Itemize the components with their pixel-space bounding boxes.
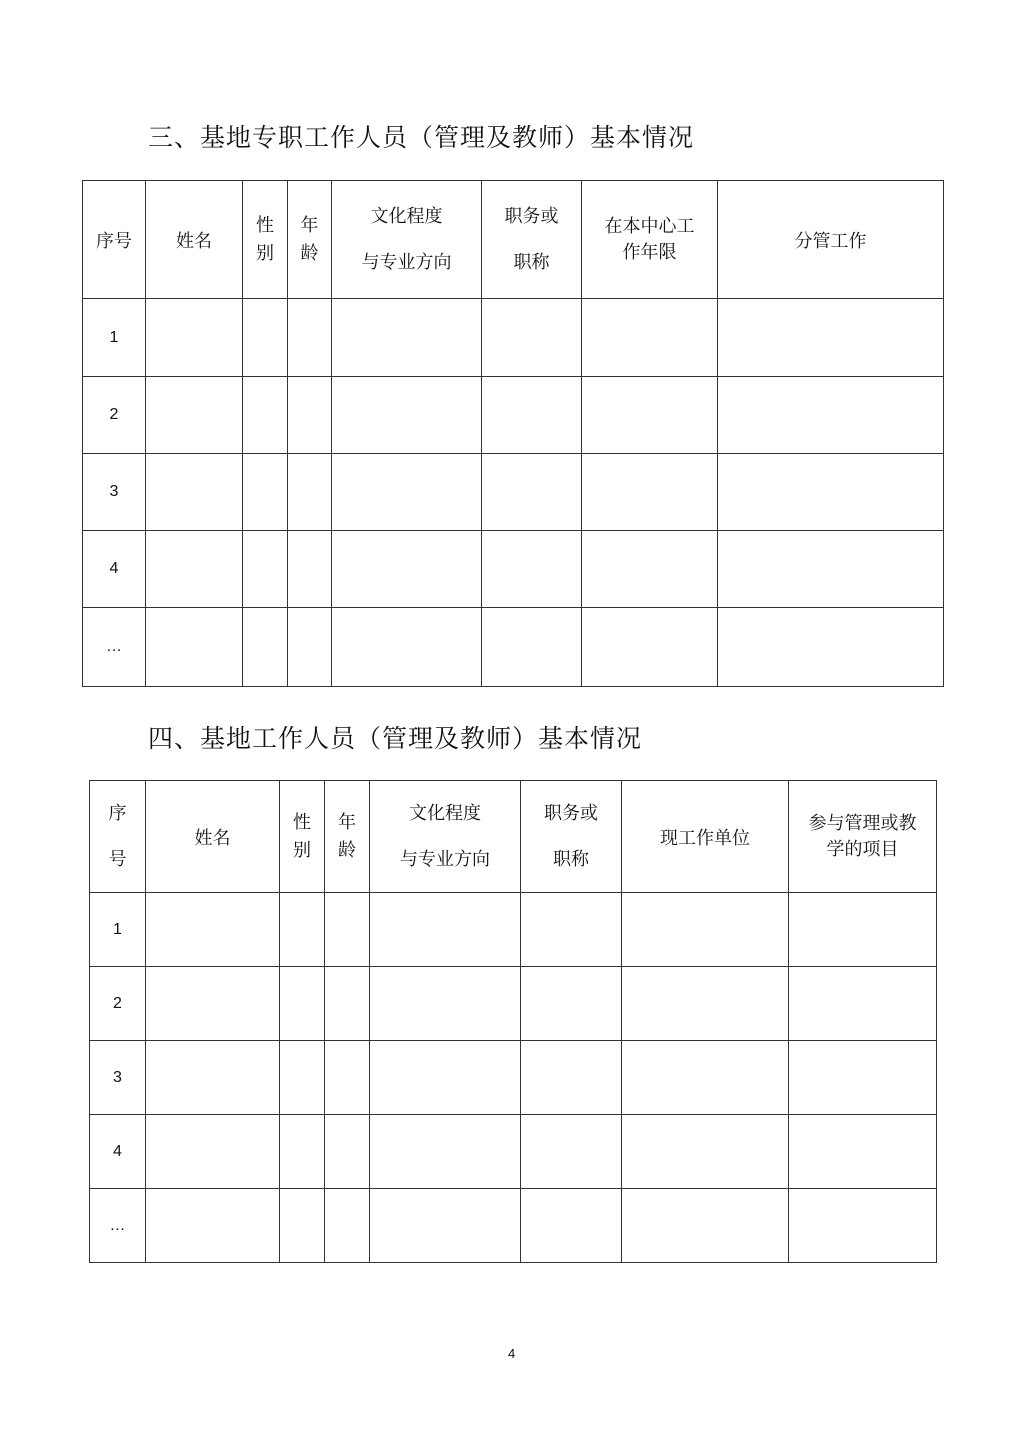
table-cell[interactable] [370, 967, 521, 1041]
page-number: 4 [508, 1346, 516, 1361]
header-line: 号 [108, 848, 127, 870]
table-row [83, 454, 944, 531]
row-number: 4 [83, 531, 146, 608]
table-cell[interactable] [288, 377, 332, 454]
header-line: 与专业方向 [400, 848, 490, 870]
table-cell[interactable] [789, 1189, 937, 1263]
section-3-title: 三、基地专职工作人员（管理及教师）基本情况 [148, 123, 695, 152]
table-cell[interactable] [288, 531, 332, 608]
table-cell[interactable] [243, 454, 288, 531]
column-header [243, 181, 288, 299]
row-number: 2 [83, 377, 146, 454]
table-cell[interactable] [482, 299, 582, 377]
header-line: 参与管理或教 [808, 812, 917, 834]
row-number: 4 [90, 1115, 146, 1189]
table-cell[interactable] [521, 967, 622, 1041]
table-row [83, 377, 944, 454]
table-cell[interactable] [146, 967, 280, 1041]
table-cell[interactable] [243, 377, 288, 454]
header-line: 序 [108, 802, 127, 824]
header-line: 职称 [553, 848, 589, 870]
header-row [83, 181, 944, 299]
row-number: 1 [90, 893, 146, 967]
column-header [718, 181, 944, 299]
table-cell[interactable] [146, 454, 243, 531]
table-cell[interactable] [332, 454, 482, 531]
table-row [83, 299, 944, 377]
table-cell[interactable] [370, 1041, 521, 1115]
table-cell[interactable] [146, 893, 280, 967]
table-cell[interactable] [521, 1041, 622, 1115]
table-cell[interactable] [325, 893, 370, 967]
table-cell[interactable] [789, 893, 937, 967]
table-cell[interactable] [370, 893, 521, 967]
header-line: 别 [256, 242, 274, 264]
table-row [83, 531, 944, 608]
table-cell[interactable] [146, 608, 243, 687]
header-line: 职务或 [504, 205, 559, 227]
table-cell[interactable] [718, 531, 944, 608]
header-line: 序号 [96, 230, 132, 252]
column-header [288, 181, 332, 299]
header-line: 姓名 [194, 827, 231, 849]
table-cell[interactable] [325, 967, 370, 1041]
table-cell[interactable] [325, 1041, 370, 1115]
table-cell[interactable] [521, 1115, 622, 1189]
staff-table [89, 780, 937, 1263]
header-line: 职务或 [544, 802, 598, 824]
table-cell[interactable] [332, 608, 482, 687]
header-row [90, 781, 937, 893]
header-line: 学的项目 [826, 838, 899, 860]
table-cell[interactable] [482, 608, 582, 687]
table-row [90, 1041, 937, 1115]
header-line: 年 [300, 214, 319, 236]
header-line: 文化程度 [409, 802, 481, 824]
row-number: 3 [83, 454, 146, 531]
table-cell[interactable] [622, 1189, 789, 1263]
table-cell[interactable] [582, 299, 718, 377]
table-cell[interactable] [280, 1115, 325, 1189]
column-header [90, 781, 146, 893]
column-header [521, 781, 622, 893]
row-number: … [83, 608, 146, 687]
table-cell[interactable] [280, 1189, 325, 1263]
table-cell[interactable] [582, 377, 718, 454]
table-cell[interactable] [280, 967, 325, 1041]
staff-table-full-time [82, 180, 944, 687]
table-cell[interactable] [482, 377, 582, 454]
table-row [83, 608, 944, 687]
table-cell[interactable] [622, 967, 789, 1041]
table-cell[interactable] [582, 608, 718, 687]
table-cell[interactable] [332, 531, 482, 608]
table-cell[interactable] [288, 299, 332, 377]
column-header [582, 181, 718, 299]
table-cell[interactable] [146, 531, 243, 608]
header-line: 文化程度 [370, 205, 443, 227]
column-header [370, 781, 521, 893]
table-cell[interactable] [521, 893, 622, 967]
row-number: … [90, 1189, 146, 1263]
table-cell[interactable] [146, 377, 243, 454]
header-line: 在本中心工 [604, 215, 695, 237]
row-number: 3 [90, 1041, 146, 1115]
table-cell[interactable] [482, 531, 582, 608]
table-cell[interactable] [370, 1115, 521, 1189]
table-cell[interactable] [146, 1189, 280, 1263]
table-cell[interactable] [243, 608, 288, 687]
header-line: 职称 [513, 251, 550, 273]
column-header [280, 781, 325, 893]
header-line: 与专业方向 [361, 251, 452, 273]
column-header [789, 781, 937, 893]
table-cell[interactable] [325, 1189, 370, 1263]
header-line: 别 [293, 839, 311, 861]
table-cell[interactable] [146, 1041, 280, 1115]
row-number: 2 [90, 967, 146, 1041]
table-cell[interactable] [789, 1115, 937, 1189]
table-cell[interactable] [332, 299, 482, 377]
table-cell[interactable] [622, 893, 789, 967]
table-cell[interactable] [482, 454, 582, 531]
table-cell[interactable] [280, 1041, 325, 1115]
column-header [146, 181, 243, 299]
table-cell[interactable] [718, 377, 944, 454]
table-cell[interactable] [146, 299, 243, 377]
table-cell[interactable] [243, 531, 288, 608]
table-row [90, 1115, 937, 1189]
header-line: 作年限 [622, 241, 677, 263]
table-cell[interactable] [718, 454, 944, 531]
header-line: 分管工作 [794, 230, 867, 252]
column-header [332, 181, 482, 299]
column-header [146, 781, 280, 893]
table-cell[interactable] [325, 1115, 370, 1189]
table-cell[interactable] [718, 299, 944, 377]
table-cell[interactable] [622, 1041, 789, 1115]
section-4-title: 四、基地工作人员（管理及教师）基本情况 [148, 724, 643, 753]
table-cell[interactable] [582, 454, 718, 531]
table-cell[interactable] [288, 454, 332, 531]
header-line: 龄 [300, 242, 319, 264]
table-cell[interactable] [789, 967, 937, 1041]
table-cell[interactable] [370, 1189, 521, 1263]
column-header [325, 781, 370, 893]
table-cell[interactable] [718, 608, 944, 687]
table-row [90, 1189, 937, 1263]
table-cell[interactable] [243, 299, 288, 377]
table-cell[interactable] [582, 531, 718, 608]
header-line: 姓名 [176, 230, 212, 252]
column-header [622, 781, 789, 893]
table-cell[interactable] [521, 1189, 622, 1263]
column-header [83, 181, 146, 299]
table-cell[interactable] [789, 1041, 937, 1115]
header-line: 龄 [338, 839, 356, 861]
table-cell[interactable] [332, 377, 482, 454]
table-cell[interactable] [280, 893, 325, 967]
table-cell[interactable] [146, 1115, 280, 1189]
table-cell[interactable] [288, 608, 332, 687]
header-line: 性 [293, 811, 311, 833]
header-line: 年 [338, 811, 356, 833]
table-row [90, 967, 937, 1041]
header-line: 现工作单位 [660, 827, 750, 849]
table-row [90, 893, 937, 967]
row-number: 1 [83, 299, 146, 377]
column-header [482, 181, 582, 299]
table-cell[interactable] [622, 1115, 789, 1189]
header-line: 性 [256, 214, 274, 236]
